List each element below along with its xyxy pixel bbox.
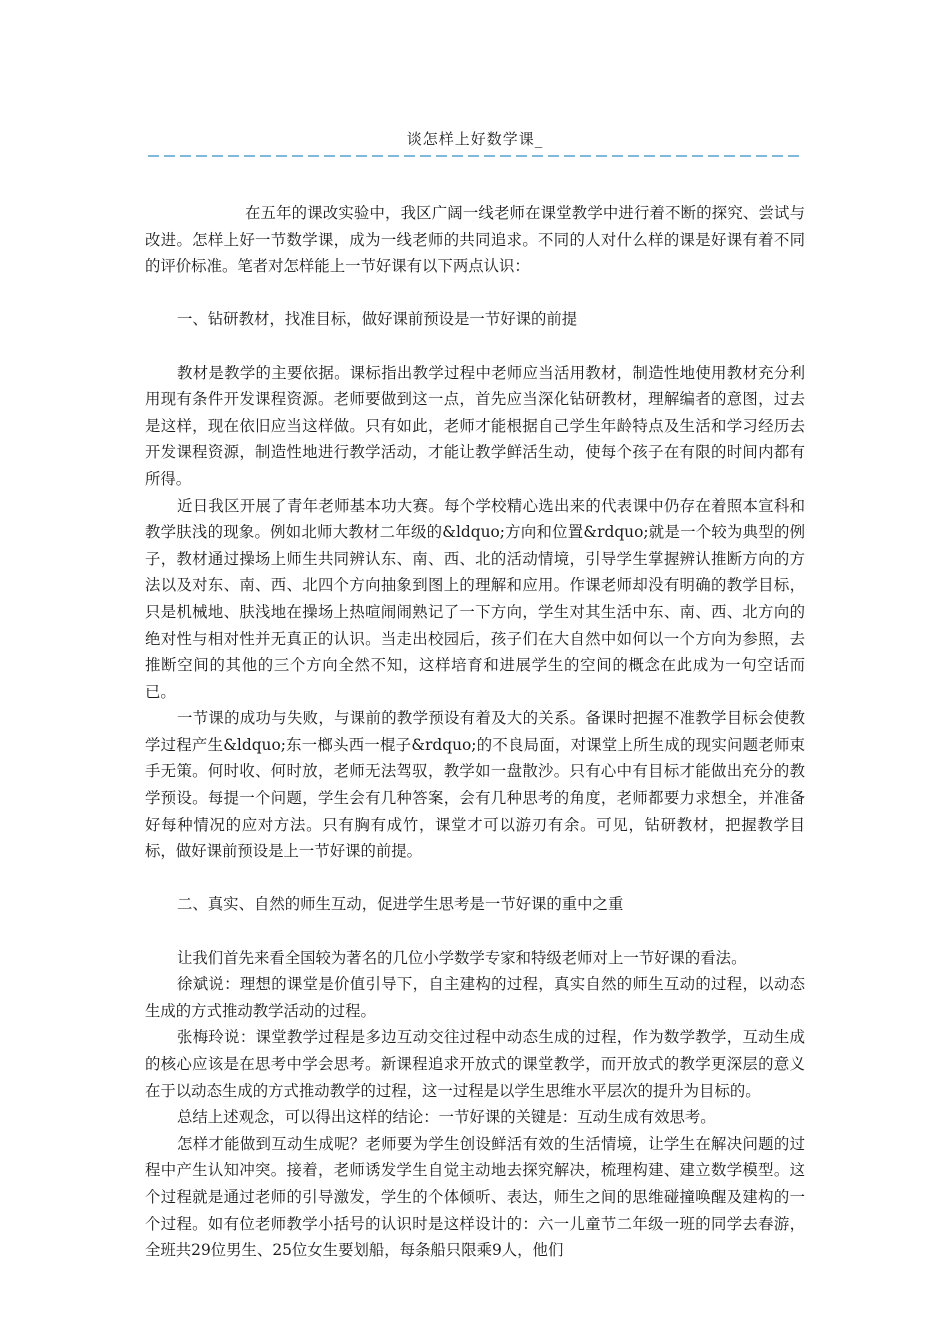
body-paragraph: 让我们首先来看全国较为著名的几位小学数学专家和特级老师对上一节好课的看法。 [177, 948, 747, 967]
body-paragraph: 怎样才能做到互动生成呢？老师要为学生创设鲜活有效的生活情境，让学生在解决问题的过程中产生认知冲突。接着，老师诱发学生自觉主动地去探究解决，梳理构建、建立数学模型。这个过程就是通过老师的引导激发，学生的个体倾听、表达，师生之间的思维碰撞唤醒及建构的一个过程。如有位老师教学小括号的认识时是这样设计的：六一儿童节二年级一班的同学去春游，全班共29位男生、25位女生要划船，每条船只限乘9人，他们 [145, 1134, 805, 1260]
body-paragraph: 张梅玲说：课堂教学过程是多边互动交往过程中动态生成的过程，作为数学教学，互动生成的核心应该是在思考中学会思考。新课程追求开放式的课堂教学，而开放式的教学更深层的意义在于以动态生成的方式推动教学的过程，这一过程是以学生思维水平层次的提升为目标的。 [145, 1028, 805, 1100]
body-paragraph: 徐斌说：理想的课堂是价值引导下，自主建构的过程，真实自然的师生互动的过程，以动态生成的方式推动教学活动的过程。 [145, 975, 805, 1020]
body-paragraph: 总结上述观念，可以得出这样的结论：一节好课的关键是：互动生成有效思考。 [177, 1108, 716, 1127]
title-dashed-rule [148, 155, 800, 157]
document-title: 谈怎样上好数学课_ [406, 130, 544, 148]
section-heading-2: 二、真实、自然的师生互动，促进学生思考是一节好课的重中之重 [177, 895, 624, 914]
body-paragraph: 近日我区开展了青年老师基本功大赛。每个学校精心选出来的代表课中仍存在着照本宣科和教学肤浅的现象。例如北师大教材二年级的&ldquo;方向和位置&rdquo;就是一个较为典型的例子，教材通过操场上师生共同辨认东、南、西、北的活动情境，引导学生掌握辨认推断方向的方法以及对东、南、西、北四个方向抽象到图上的理解和应用。作课老师却没有明确的教学目标，只是机械地、肤浅地在操场上热喧闹闹熟记了一下方向，学生对其生活中东、南、西、北方向的绝对性与相对性并无真正的认识。当走出校园后，孩子们在大自然中如何以一个方向为参照，去推断空间的其他的三个方向全然不知，这样培育和进展学生的空间的概念在此成为一句空话而已。 [145, 496, 805, 701]
section-heading-1: 一、钻研教材，找准目标，做好课前预设是一节好课的前提 [177, 310, 578, 329]
intro-paragraph: 在五年的课改实验中，我区广阔一线老师在课堂教学中进行着不断的探究、尝试与改进。怎样上好一节数学课，成为一线老师的共同追求。不同的人对什么样的课是好课有着不同的评价标准。笔者对怎样能上一节好课有以下两点认识： [145, 204, 805, 276]
document-body [145, 200, 805, 1264]
body-paragraph: 教材是教学的主要依据。课标指出教学过程中老师应当活用教材，制造性地使用教材充分利用现有条件开发课程资源。老师要做到这一点，首先应当深化钻研教材，理解编者的意图，过去是这样，现在依旧应当这样做。只有如此，老师才能根据自己学生年龄特点及生活和学习经历去开发课程资源，制造性地进行教学活动，才能让教学鲜活生动，使每个孩子在有限的时间内都有所得。 [145, 363, 805, 488]
body-paragraph: 一节课的成功与失败，与课前的教学预设有着及大的关系。备课时把握不准教学目标会使教学过程产生&ldquo;东一榔头西一棍子&rdquo;的不良局面，对课堂上所生成的现实问题老师束手无策。何时收、何时放，老师无法驾驭，教学如一盘散沙。只有心中有目标才能做出充分的教学预设。每提一个问题，学生会有几种答案，会有几种思考的角度，老师都要力求想全，并准备好每种情况的应对方法。只有胸有成竹，课堂才可以游刃有余。可见，钻研教材，把握教学目标，做好课前预设是上一节好课的前提。 [145, 709, 805, 861]
